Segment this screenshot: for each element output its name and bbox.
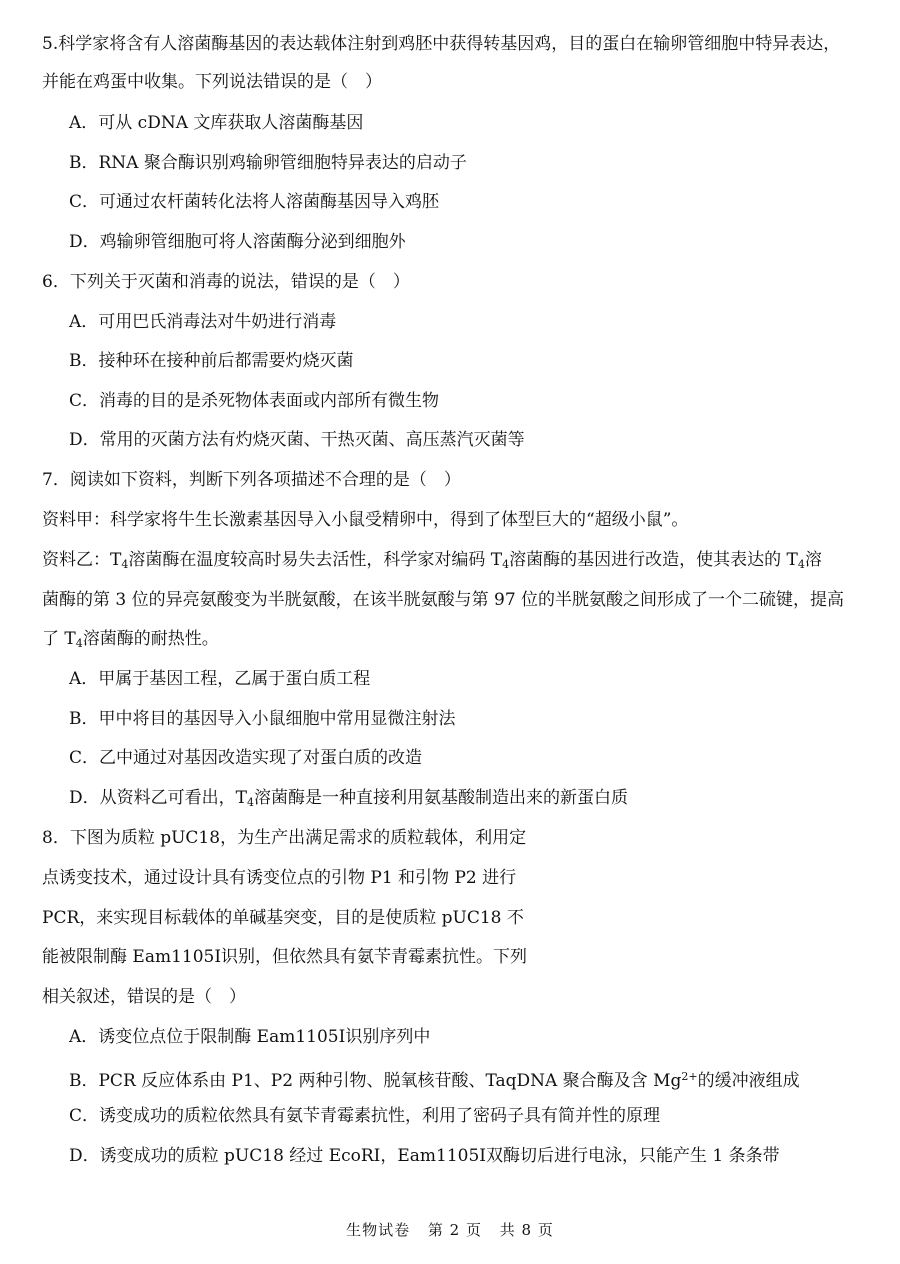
q7-material-b-line3: 了 $T_4$溶菌酶的耐热性。: [42, 629, 219, 650]
page-footer: [0, 1219, 900, 1241]
q6-option-b: B．接种环在接种前后都需要灼烧灭菌: [69, 351, 354, 371]
footer-total-pages: 共 8 页: [499, 1221, 554, 1239]
q8-stem-line4: 能被限制酶 Eam1105I识别，但依然具有氨苄青霉素抗性。下列: [42, 947, 528, 967]
q7-option-a: A．甲属于基因工程，乙属于蛋白质工程: [69, 669, 371, 689]
q8-option-a: A．诱变位点位于限制酶 Eam1105I识别序列中: [69, 1027, 431, 1047]
q6-option-d: D．常用的灭菌方法有灼烧灭菌、干热灭菌、高压蒸汽灭菌等: [69, 430, 525, 450]
q7-stem: 7．阅读如下资料，判断下列各项描述不合理的是（ ）: [42, 470, 461, 490]
footer-subject: 生物试卷: [346, 1221, 411, 1239]
q5-option-a: A．可从 cDNA 文库获取人溶菌酶基因: [69, 113, 364, 133]
q8-stem-line3: PCR，来实现目标载体的单碱基突变，目的是使质粒 pUC18 不: [42, 908, 524, 928]
q8-stem-line2: 点诱变技术，通过设计具有诱变位点的引物 P1 和引物 P2 进行: [42, 868, 517, 888]
q8-option-c: C．诱变成功的质粒依然具有氨苄青霉素抗性，利用了密码子具有简并性的原理: [69, 1106, 661, 1126]
q7-material-b-line1: 资料乙：$T_4$溶菌酶在温度较高时易失去活性，科学家对编码 $T_4$溶菌酶的基因进行改造，使其表达的 $T_4$溶: [42, 550, 822, 571]
q7-material-b-line2: 菌酶的第 3 位的异亮氨酸变为半胱氨酸，在该半胱氨酸与第 97 位的半胱氨酸之间形成了一个二硫键，提高: [42, 590, 845, 610]
footer-page-number: 第 2 页: [427, 1221, 482, 1239]
q8-stem-line5: 相关叙述，错误的是（ ）: [42, 987, 246, 1007]
q8-option-d: D．诱变成功的质粒 pUC18 经过 EcoRI，Eam1105I双酶切后进行电泳，只能产生 1 条条带: [69, 1146, 780, 1166]
subscript-4: 4: [246, 796, 254, 809]
q7-option-b: B．甲中将目的基因导入小鼠细胞中常用显微注射法: [69, 709, 456, 729]
q8-stem-line1: 8．下图为质粒 pUC18，为生产出满足需求的质粒载体，利用定: [42, 828, 527, 848]
q6-stem: 6．下列关于灭菌和消毒的说法，错误的是（ ）: [42, 272, 410, 292]
q6-option-a: A．可用巴氏消毒法对牛奶进行消毒: [69, 312, 337, 332]
q5-stem-line1: 5.科学家将含有人溶菌酶基因的表达载体注射到鸡胚中获得转基因鸡，目的蛋白在输卵管细胞中特异表达，: [42, 34, 841, 54]
q5-stem-line2: 并能在鸡蛋中收集。下列说法错误的是（ ）: [42, 72, 382, 92]
q7-option-d: D．从资料乙可看出，$T_4$溶菌酶是一种直接利用氨基酸制造出来的新蛋白质: [69, 788, 628, 809]
subscript-4: 4: [121, 558, 129, 571]
q8-option-b: B．PCR 反应体系由 P1、P2 两种引物、脱氧核苷酸、TaqDNA 聚合酶及含 $Mg^{2+}$的缓冲液组成: [69, 1070, 800, 1091]
subscript-4: 4: [797, 558, 805, 571]
superscript-2plus: 2+: [681, 1070, 698, 1083]
q5-option-d: D．鸡输卵管细胞可将人溶菌酶分泌到细胞外: [69, 232, 406, 252]
q7-material-a: 资料甲：科学家将牛生长激素基因导入小鼠受精卵中，得到了体型巨大的“超级小鼠”。: [42, 510, 689, 530]
q5-option-c: C．可通过农杆菌转化法将人溶菌酶基因导入鸡胚: [69, 192, 440, 212]
subscript-4: 4: [75, 637, 83, 650]
q7-option-c: C．乙中通过对基因改造实现了对蛋白质的改造: [69, 748, 423, 768]
q5-option-b: B．RNA 聚合酶识别鸡输卵管细胞特异表达的启动子: [69, 153, 467, 173]
q6-option-c: C．消毒的目的是杀死物体表面或内部所有微生物: [69, 391, 440, 411]
subscript-4: 4: [502, 558, 510, 571]
